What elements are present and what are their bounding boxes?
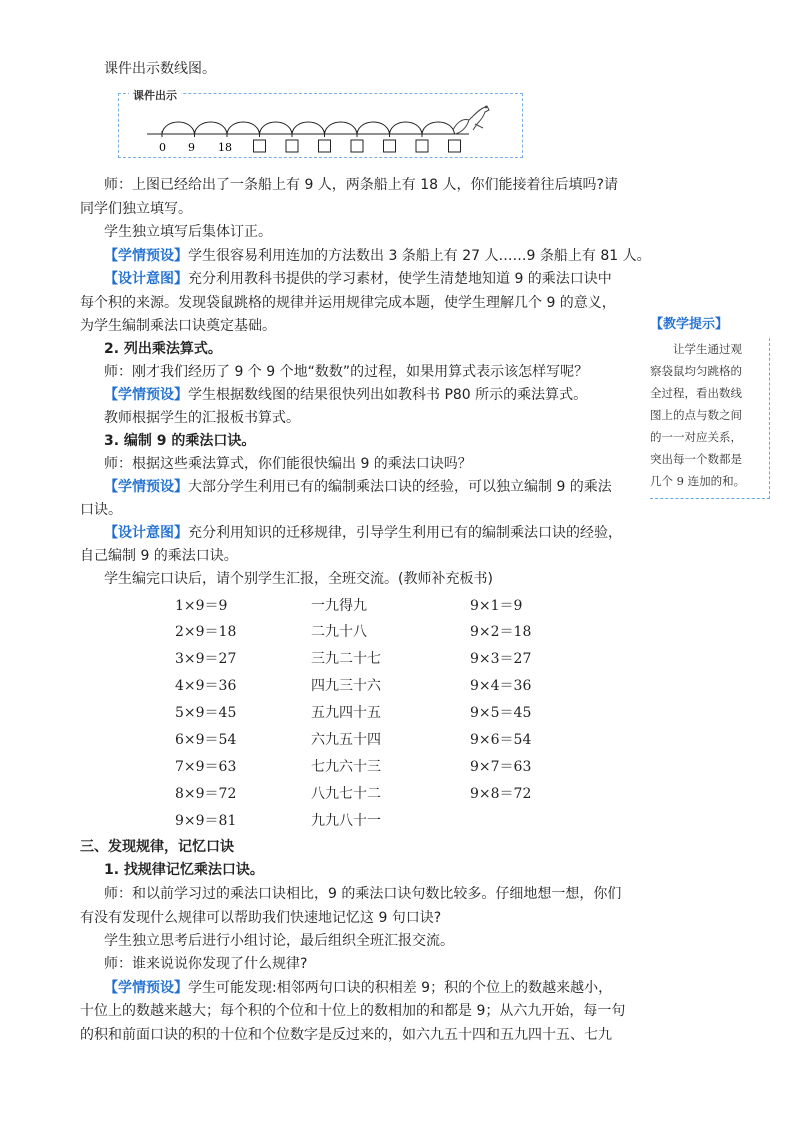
table-left-cell: 2×9＝18 bbox=[175, 624, 237, 640]
figure-title: 课件出示 bbox=[129, 87, 181, 103]
tag-label: 【学情预设】 bbox=[104, 980, 188, 996]
table-right-cell: 9×8＝72 bbox=[470, 786, 532, 802]
table-left-cell: 7×9＝63 bbox=[175, 759, 237, 775]
jump-arc bbox=[162, 122, 195, 134]
table-right-cell: 9×6＝54 bbox=[470, 732, 532, 748]
table-right-cell: 9×3＝27 bbox=[470, 651, 532, 667]
tag-label: 【学情预设】 bbox=[104, 248, 188, 264]
heading-3: 3. 编制 9 的乘法口诀。 bbox=[104, 433, 256, 449]
table-mid-cell: 五九四十五 bbox=[311, 705, 381, 721]
subheading: 1. 找规律记忆乘法口诀。 bbox=[104, 862, 264, 878]
heading-2: 2. 列出乘法算式。 bbox=[104, 341, 222, 357]
section-heading: 三、发现规律，记忆口诀 bbox=[80, 839, 234, 855]
teaching-tip-sidebar bbox=[650, 313, 770, 499]
para-text: 学生根据数线图的结果很快列出如教科书 P80 所示的乘法算式。 bbox=[188, 387, 588, 403]
intro-text: 课件出示数线图。 bbox=[104, 61, 216, 77]
para-8: 师：根据这些乘法算式，你们能很快编出 9 的乘法口诀吗？ bbox=[104, 456, 472, 472]
jump-arc bbox=[325, 122, 358, 134]
table-left-cell: 5×9＝45 bbox=[175, 705, 237, 721]
table-mid-cell: 二九十八 bbox=[311, 624, 367, 640]
para-15 bbox=[104, 979, 612, 997]
answer-box[interactable] bbox=[416, 140, 428, 152]
table-left-cell: 6×9＝54 bbox=[175, 732, 237, 748]
para-12: 师：和以前学习过的乘法口诀相比，9 的乘法口诀句数比较多。仔细地想一想，你们 bbox=[104, 886, 622, 902]
para-text: 大部分学生利用已有的编制乘法口诀的经验，可以独立编制 9 的乘法 bbox=[188, 479, 612, 495]
answer-box[interactable] bbox=[254, 140, 266, 152]
tick-label: 18 bbox=[218, 141, 232, 154]
para-9 bbox=[104, 478, 612, 496]
answer-box[interactable] bbox=[449, 140, 461, 152]
para-text: 充分利用教科书提供的学习素材，使学生清楚地知道 9 的乘法口诀中 bbox=[188, 271, 612, 287]
para-text: 学生可能发现:相邻两句口诀的积相差 9；积的个位上的数越来越小， bbox=[188, 980, 613, 996]
table-mid-cell: 三九二十七 bbox=[311, 651, 381, 667]
number-line-svg bbox=[119, 94, 522, 157]
sidebar-text: 让学生通过观 察袋鼠均匀跳格的 全过程，看出数线 图上的点与数之间 的一一对应关系， 突出每一个数都是 几个 9 连加的和。 bbox=[650, 338, 770, 499]
tag-label: 【学情预设】 bbox=[104, 479, 188, 495]
answer-box[interactable] bbox=[351, 140, 363, 152]
jump-arc bbox=[357, 122, 390, 134]
tag-label: 【设计意图】 bbox=[104, 271, 188, 287]
para-2: 学生独立填写后集体订正。 bbox=[104, 224, 272, 240]
para-text: 学生很容易利用连加的方法数出 3 条船上有 27 人……9 条船上有 81 人。 bbox=[188, 248, 651, 264]
para-10 bbox=[104, 524, 622, 542]
table-left-cell: 8×9＝72 bbox=[175, 786, 237, 802]
jump-arc bbox=[422, 122, 455, 134]
table-left-cell: 9×9＝81 bbox=[175, 813, 237, 829]
table-left-cell: 3×9＝27 bbox=[175, 651, 237, 667]
para-4 bbox=[104, 270, 612, 288]
para-10b: 自己编制 9 的乘法口诀。 bbox=[80, 548, 238, 564]
table-right-cell: 9×7＝63 bbox=[470, 759, 532, 775]
table-mid-cell: 四九三十六 bbox=[311, 678, 381, 694]
jump-arc bbox=[390, 122, 423, 134]
table-right-cell: 9×1＝9 bbox=[470, 598, 523, 614]
table-right-cell: 9×5＝45 bbox=[470, 705, 532, 721]
para-15b: 十位上的数越来越大；每个积的个位和十位上的数相加的和都是 9；从六九开始，每一句 bbox=[80, 1003, 626, 1019]
jump-arc bbox=[260, 122, 293, 134]
table-left-cell: 1×9＝9 bbox=[175, 598, 228, 614]
para-6 bbox=[104, 386, 587, 404]
table-left-cell: 4×9＝36 bbox=[175, 678, 237, 694]
table-right-cell: 9×2＝18 bbox=[470, 624, 532, 640]
para-4b: 每个积的来源。发现袋鼠跳格的规律并运用规律完成本题，使学生理解几个 9 的意义， bbox=[80, 295, 616, 311]
para-15c: 的积和前面口诀的积的十位和个位数字是反过来的，如六九五十四和五九四十五、七九 bbox=[80, 1027, 612, 1043]
para-12b: 有没有发现什么规律可以帮助我们快速地记忆这 9 句口诀? bbox=[80, 910, 442, 926]
para-13: 学生独立思考后进行小组讨论，最后组织全班汇报交流。 bbox=[104, 933, 454, 949]
para-11: 学生编完口诀后，请个别学生汇报，全班交流。(教师补充板书) bbox=[104, 571, 493, 587]
sidebar-title: 【教学提示】 bbox=[650, 317, 729, 332]
tick-label: 9 bbox=[188, 141, 195, 154]
kangaroo-icon bbox=[453, 106, 489, 134]
table-mid-cell: 八九七十二 bbox=[311, 786, 381, 802]
table-mid-cell: 一九得九 bbox=[311, 598, 367, 614]
jump-arc bbox=[195, 122, 228, 134]
para-7: 教师根据学生的汇报板书算式。 bbox=[104, 410, 300, 426]
para-3 bbox=[104, 247, 651, 265]
answer-box[interactable] bbox=[319, 140, 331, 152]
tick-label: 0 bbox=[159, 141, 166, 154]
number-line-figure bbox=[118, 89, 523, 158]
para-14: 师：谁来说说你发现了什么规律? bbox=[104, 956, 308, 972]
para-1b: 同学们独立填写。 bbox=[80, 201, 192, 217]
jump-arc bbox=[292, 122, 325, 134]
para-4c: 为学生编制乘法口诀奠定基础。 bbox=[80, 318, 276, 334]
answer-box[interactable] bbox=[384, 140, 396, 152]
table-mid-cell: 六九五十四 bbox=[311, 732, 381, 748]
table-mid-cell: 七九六十三 bbox=[311, 759, 381, 775]
tag-label: 【设计意图】 bbox=[104, 525, 188, 541]
jump-arc bbox=[227, 122, 260, 134]
table-mid-cell: 九九八十一 bbox=[311, 813, 381, 829]
para-text: 充分利用知识的迁移规律，引导学生利用已有的编制乘法口诀的经验， bbox=[188, 525, 622, 541]
answer-box[interactable] bbox=[286, 140, 298, 152]
para-5: 师：刚才我们经历了 9 个 9 个地“数数”的过程，如果用算式表示该怎样写呢？ bbox=[104, 364, 589, 380]
para-1a: 师：上图已经给出了一条船上有 9 人，两条船上有 18 人，你们能接着往后填吗?请 bbox=[104, 177, 618, 193]
para-9b: 口诀。 bbox=[80, 502, 122, 518]
tag-label: 【学情预设】 bbox=[104, 387, 188, 403]
table-right-cell: 9×4＝36 bbox=[470, 678, 532, 694]
